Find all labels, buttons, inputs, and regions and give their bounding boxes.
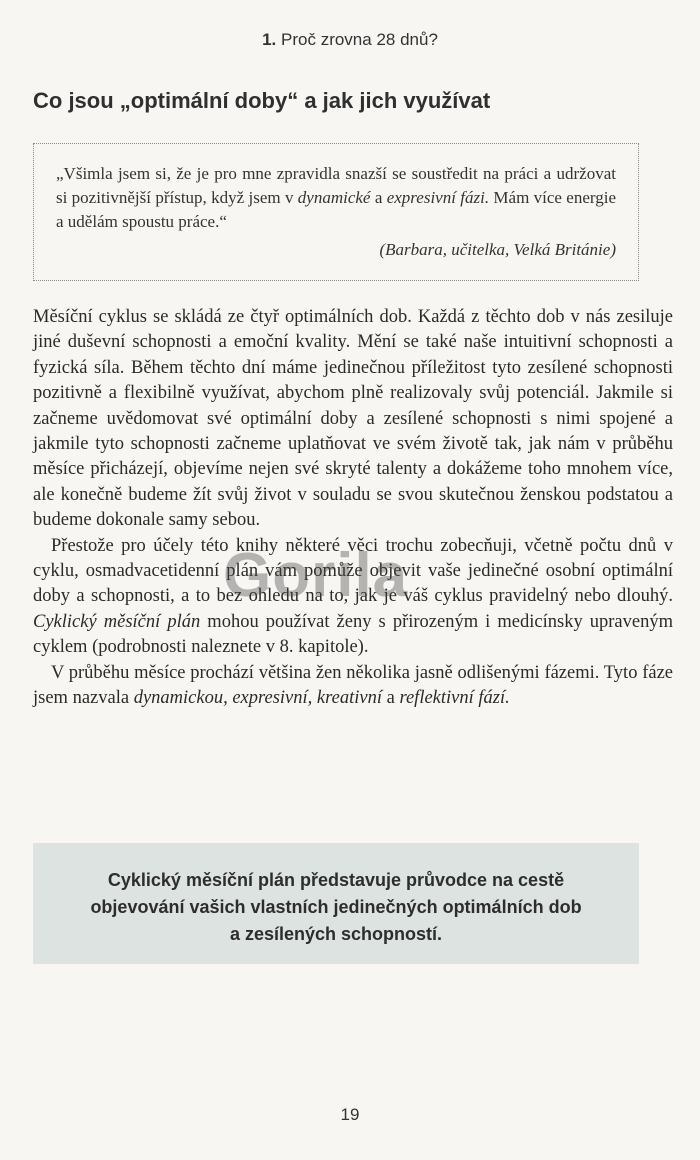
quote-segment: a xyxy=(370,188,387,207)
callout-line: Cyklický měsíční plán představuje průvodce na cestě xyxy=(107,870,565,890)
paragraph-segment: Měsíční cyklus se skládá ze čtyř optimálních dob. Každá z těchto dob v nás zesiluje jiné duševní schopnosti a emoční kvality. Mění se také naše intuitivní schopnosti a fyzická síla. Během těchto dní máme jedinečnou příležitost tyto zesílené schopnosti pozitivně a flexibilně využívat, abychom plně realizovaly svůj potenciál. Jakmile si začneme uvědomovat své optimální doby a zesílené schopnosti s nimi spojené a jakmile tyto schopnosti začneme uplatňovat ve svém životě tak, jak nám v průběhu měsíce přicházejí, objevíme nejen své skryté talenty a dokážeme toho mnohem více, ale konečně budeme žít svůj život v souladu se svou skutečnou ženskou podstatou a budeme dokonale samy sebou. xyxy=(33,307,673,531)
paragraph-segment: Přestože pro účely této knihy některé věci trochu zobecňuji, včetně počtu dnů v cyklu, osmadvacetidenní plán vám pomůže objevit vaše jedinečné osobní optimální doby a schopnosti, a to bez ohledu na to, jak je váš cyklus pravidelný nebo dlouhý. xyxy=(33,535,673,607)
callout-line: a zesílených schopností. xyxy=(229,924,443,944)
quote-segment: „Všimla jsem si, že je pro mne zpravidla snazší se soustředit na práci a udržovat si pozitivnější přístup, když jsem v xyxy=(56,164,616,207)
paragraph-segment: V průběhu měsíce prochází většina žen několika jasně odlišenými fázemi. Tyto fáze jsem nazvala xyxy=(33,662,673,709)
quote-box xyxy=(33,143,639,281)
callout-line: objevování vašich vlastních jedinečných optimálních dob xyxy=(90,897,582,917)
paragraph-segment: a xyxy=(381,688,400,709)
paragraph-segment-italic: Cyklický měsíční plán xyxy=(33,611,201,632)
body-text xyxy=(33,305,673,712)
quote-source: (Barbara, učitelka, Velká Británie) xyxy=(379,240,616,259)
quote-text xyxy=(56,162,616,234)
section-title: Co jsou „optimální doby“ a jak jich využívat xyxy=(33,88,491,113)
quote-segment: Mám více energie a udělám spoustu práce.“ xyxy=(56,188,616,231)
paragraph-segment-italic: dynamickou, expresivní, kreativní xyxy=(133,688,382,709)
running-head xyxy=(0,30,700,50)
paragraph xyxy=(33,305,673,534)
paragraph-segment: mohou používat ženy s přirozeným i medicínsky upraveným cyklem (podrobnosti naleznete v 8. kapitole). xyxy=(33,611,673,658)
quote-segment-italic: expresivní fázi. xyxy=(386,188,490,207)
paragraph-segment-italic: reflektivní fází. xyxy=(399,688,510,709)
watermark: Gorila xyxy=(223,541,409,610)
chapter-number: 1. xyxy=(262,30,277,49)
chapter-title: Proč zrovna 28 dnů? xyxy=(281,30,438,49)
quote-segment-italic: dynamické xyxy=(297,188,371,207)
callout-box xyxy=(33,843,639,964)
paragraph xyxy=(33,661,673,712)
page-number: 19 xyxy=(340,1105,360,1124)
